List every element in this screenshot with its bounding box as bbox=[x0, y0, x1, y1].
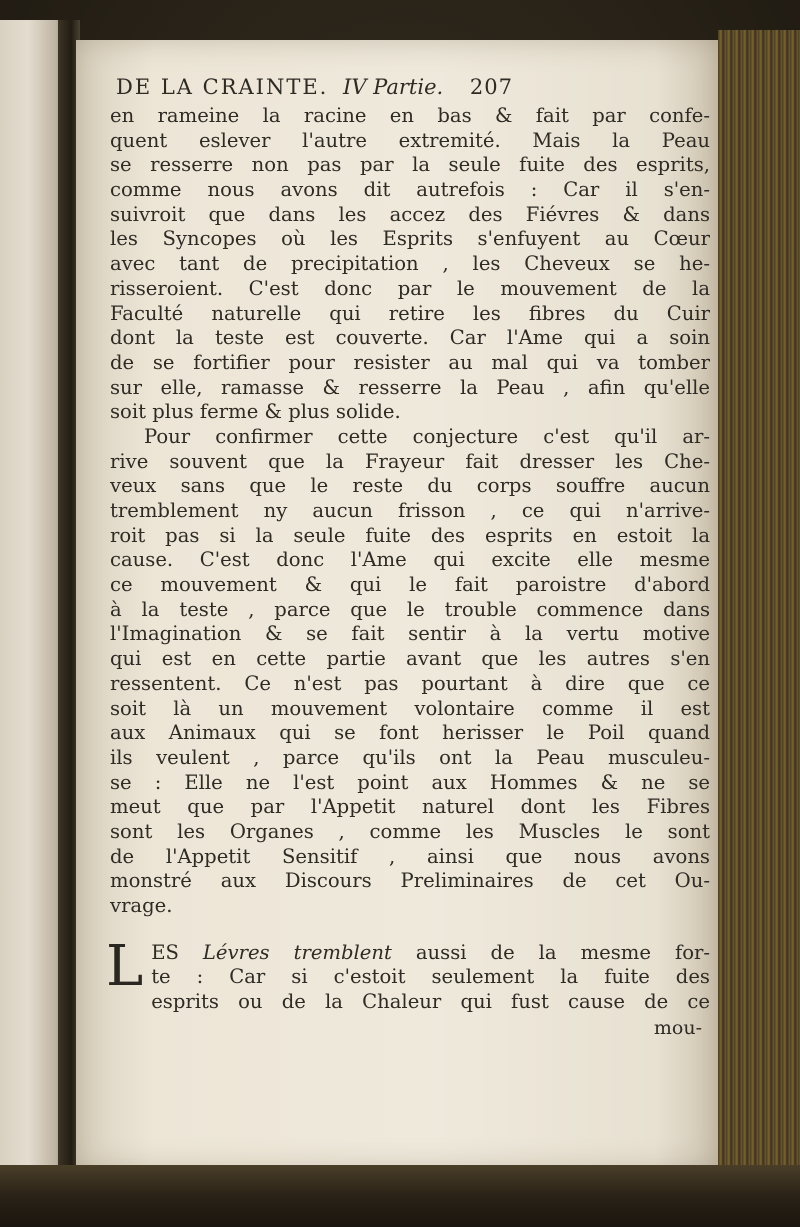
text-line: meut que par l'Appetit naturel dont les Fibres bbox=[110, 795, 710, 819]
running-head bbox=[116, 70, 710, 104]
text-line: esprits ou de la Chaleur qui fust cause de ce bbox=[151, 990, 710, 1014]
running-head-title: DE LA CRAINTE. bbox=[116, 75, 329, 99]
book-bottom-edge bbox=[0, 1165, 800, 1227]
text-line: comme nous avons dit autrefois : Car il s'en- bbox=[110, 178, 710, 202]
text-line: l'Imagination & se fait sentir à la vertu motive bbox=[110, 622, 710, 646]
text-line: ce mouvement & qui le fait paroistre d'abord bbox=[110, 573, 710, 597]
text-line: ils veulent , parce qu'ils ont la Peau musculeu- bbox=[110, 745, 710, 769]
text-line: cause. C'est donc l'Ame qui excite elle mesme bbox=[110, 548, 710, 572]
text-line: avec tant de precipitation , les Cheveux se he- bbox=[110, 252, 710, 276]
paragraph-2 bbox=[110, 425, 710, 919]
italic-phrase: Lévres tremblent bbox=[202, 940, 392, 964]
text-line: quent eslever l'autre extremité. Mais la Peau bbox=[110, 128, 710, 152]
text-line: Pour confirmer cette conjecture c'est qu'il ar- bbox=[144, 424, 710, 448]
text-line: rive souvent que la Frayeur fait dresser les Che- bbox=[110, 449, 710, 473]
page-text bbox=[106, 70, 710, 1041]
text-line: soit plus ferme & plus solide. bbox=[110, 400, 401, 424]
text-line: risseroient. C'est donc par le mouvement de la bbox=[110, 276, 710, 300]
text-line: sur elle, ramasse & resserre la Peau , afin qu'elle bbox=[110, 375, 710, 399]
text-line: Faculté naturelle qui retire les fibres du Cuir bbox=[110, 301, 710, 325]
drop-cap: L bbox=[106, 933, 144, 999]
first-line-tail: aussi de la mesme for- bbox=[415, 940, 710, 964]
text-line: soit là un mouvement volontaire comme il est bbox=[110, 696, 710, 720]
text-line: de se fortifier pour resister au mal qui va tomber bbox=[110, 350, 710, 374]
text-line: monstré aux Discours Preliminaires de cet Ou- bbox=[110, 869, 710, 893]
text-line: sont les Organes , comme les Muscles le sont bbox=[110, 819, 710, 843]
text-line: vrage. bbox=[110, 894, 173, 917]
catchword: mou- bbox=[653, 1016, 702, 1039]
running-head-part: IV Partie. bbox=[343, 75, 444, 99]
text-line: les Syncopes où les Esprits s'enfuyent au Cœur bbox=[110, 227, 710, 251]
paragraph-3 bbox=[106, 933, 710, 1041]
text-line: tremblement ny aucun frisson , ce qui n'arrive- bbox=[110, 499, 710, 522]
text-line: roit pas si la seule fuite des esprits en estoit la bbox=[110, 523, 710, 547]
text-line: qui est en cette partie avant que les autres s'en bbox=[110, 647, 710, 671]
text-line: se resserre non pas par la seule fuite des esprits, bbox=[110, 153, 710, 177]
text-line: en rameine la racine en bas & fait par confe- bbox=[110, 104, 710, 127]
text-line: de l'Appetit Sensitif , ainsi que nous avons bbox=[110, 844, 710, 868]
text-line: à la teste , parce que le trouble commence dans bbox=[110, 597, 710, 621]
paragraph-1 bbox=[110, 104, 710, 425]
text-line: se : Elle ne l'est point aux Hommes & ne se bbox=[110, 770, 710, 794]
text-line: aux Animaux qui se font herisser le Poil quand bbox=[110, 721, 710, 745]
page-number: 207 bbox=[469, 75, 513, 99]
text-line: suivroit que dans les accez des Fiévres & dans bbox=[110, 202, 710, 226]
page-edges-right bbox=[718, 30, 800, 1200]
first-word-rest: ES bbox=[151, 940, 179, 964]
text-line: dont la teste est couverte. Car l'Ame qui a soin bbox=[110, 326, 710, 350]
text-line: te : Car si c'estoit seulement la fuite des bbox=[151, 965, 710, 989]
text-line: veux sans que le reste du corps souffre aucun bbox=[110, 474, 710, 498]
text-line bbox=[110, 941, 710, 966]
text-line: ressentent. Ce n'est pas pourtant à dire que ce bbox=[110, 671, 710, 695]
